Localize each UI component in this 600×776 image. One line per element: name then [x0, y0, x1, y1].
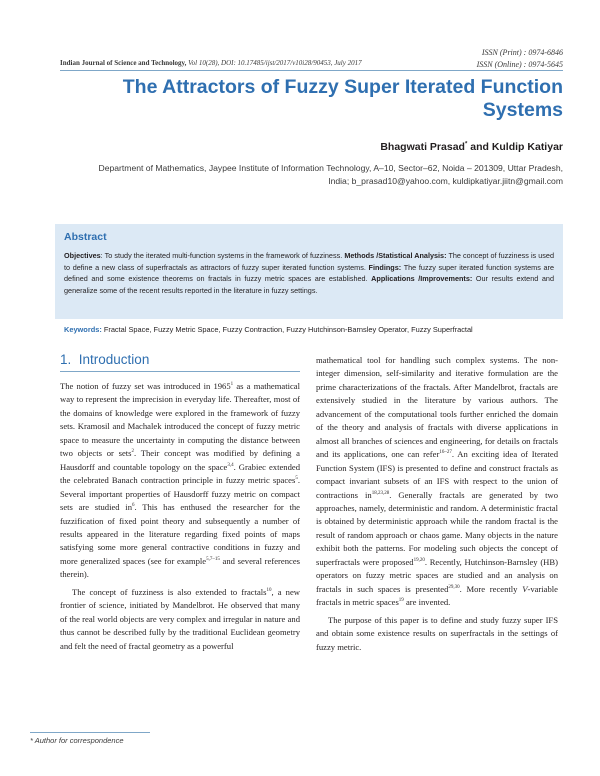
citation: 16–27 — [439, 450, 452, 456]
text-run: as a mathematical way to represent the imprecision in everyday life. Thereafter, most of the domains of knowledge were explored in the framework of fuzzy sets. Kramosil and Machalek introduced the concept of fuzzy metric space to measure the uncertainty in computing the distance between two objects or sets — [60, 381, 300, 459]
findings-label: Findings: — [368, 262, 402, 272]
paragraph-2-cont — [316, 354, 558, 610]
applications-label: Applications /Improvements: — [371, 274, 473, 284]
keywords — [64, 324, 524, 336]
journal-citation — [60, 58, 362, 68]
text-run: . Recently, Hutchinson-Barnsley (HB) operators on fuzzy metric spaces are studied and an analysis on fractals in such spaces is presented — [316, 556, 558, 594]
journal-details: Vol 10(28), DOI: 10.17485/ijst/2017/v10i28/90453, July 2017 — [186, 59, 362, 67]
issn-online: ISSN (Online) : 0974-5645 — [476, 60, 563, 69]
text-run: , a new frontier of science, initiated by Mandelbrot. He observed that many of the real world objects are very complex and irregular in nature and thus cannot be described fully by the traditional Euclidean geometry and felt the need of fractal geometry as a powerful — [60, 586, 300, 651]
methods-text: The concept of fuzziness is used to define a new class of superfractals as attractors of fuzzy super iterated function systems. — [64, 251, 554, 272]
paragraph-1 — [60, 380, 300, 582]
paragraph-2-start — [60, 586, 300, 653]
citation: 5,7–15 — [206, 557, 220, 563]
text-run: mathematical tool for handling such complex systems. The non-integer dimension, self-similarity and iterative formulation are the prime characterizations of the fractals. After Mandelbrot, fractals are extensively studied in the literature by various authors. The advancement of the computational tools further enriched the domain of the theory and analysis of fractals with diverse applications in almost all branches of sciences and engineering, for details on fractals and its applications, one can refer — [316, 355, 558, 460]
citation: 3,4 — [227, 462, 234, 468]
methods-label: Methods /Statistical Analysis: — [344, 251, 447, 260]
author-line — [380, 141, 563, 153]
text-run: The notion of fuzzy set was introduced in 1965 — [60, 381, 231, 391]
keywords-text: Fractal Space, Fuzzy Metric Space, Fuzzy Contraction, Fuzzy Hutchinson-Barnsley Operator, Fuzzy Superfractal — [101, 325, 473, 334]
text-run: and several references therein). — [60, 555, 300, 580]
text-run: -variable fractals in metric spaces — [316, 583, 558, 608]
text-run: V — [522, 583, 528, 594]
text-run: . Generally fractals are generated by two approaches, namely, deterministic and random. A deterministic fractal is obtained by deterministic approach while the random fractal is the result of random approach or chaos game. Many objects in the nature exhibit both the patterns. For modeling such objects the concept of superfractals were proposed — [316, 489, 558, 567]
issn-print: ISSN (Print) : 0974-6846 — [481, 48, 563, 57]
text-run: . Several important properties of Hausdorff fuzzy metric on compact sets are studied in — [60, 475, 300, 513]
text-run: . An exciting idea of Iterated Function System (IFS) is presented to define and construct fractals as compact invariant subsets of an IFS with respect to the union of contractions in — [316, 449, 558, 500]
author-1: Bhagwati Prasad — [380, 141, 465, 153]
objectives-text: : To study the iterated multi-function systems in the framework of fuzziness. — [100, 251, 345, 260]
paper-title: The Attractors of Fuzzy Super Iterated Function Systems — [122, 76, 563, 121]
paragraph-3: The purpose of this paper is to define and study fuzzy super IFS and obtain some existence results on superfractals in the settings of fuzzy metric. — [316, 614, 558, 652]
abstract-heading: Abstract — [64, 231, 107, 243]
citation: 10 — [266, 587, 272, 593]
section-divider — [60, 371, 300, 372]
citation: 18,23,28 — [371, 490, 390, 496]
section-title: Introduction — [78, 352, 150, 367]
text-run: . This has enthused the researcher for the fuzzification of fixed point theory and subsequently a number of results appeared in the literature regarding fixed points of maps satisfying some more general contractive conditions in fuzzy and more generalized spaces (see for example — [60, 502, 300, 566]
text-run: . Grabiec extended the celebrated Banach contraction principle in fuzzy metric spaces — [60, 461, 300, 486]
applications-text: Our results extend and generalize some of the recent results reported in the literature in fuzzy settings. — [64, 274, 554, 295]
text-run: . Their concept was modified by defining a Hausdorff and countable topology on the space — [60, 448, 300, 472]
text-run: are invented. — [403, 597, 451, 608]
body-column-right — [316, 354, 558, 654]
issn-block — [477, 47, 563, 71]
citation: 6 — [132, 503, 135, 509]
journal-name: Indian Journal of Science and Technology, — [60, 59, 187, 67]
header-divider — [60, 70, 563, 71]
body-column-left — [60, 380, 300, 653]
citation: 19 — [398, 598, 404, 604]
author-2: and Kuldip Katiyar — [467, 141, 563, 153]
citation: 29,30 — [448, 584, 460, 590]
text-run: . More recently — [459, 583, 523, 594]
footnote: * Author for correspondence — [30, 736, 124, 745]
citation: 5 — [295, 476, 298, 482]
citation: 19,20 — [413, 557, 425, 563]
affiliation: Department of Mathematics, Jaypee Institute of Information Technology, A–10, Sector–62, Noida – 201309, Uttar Pradesh, India; b_prasad10@yahoo.com, kuldipkatiyar.jiitn@gmail.com — [98, 163, 563, 186]
citation: 1 — [230, 382, 234, 388]
citation: 2 — [131, 449, 135, 455]
correspondence-star: * — [464, 141, 468, 148]
section-heading — [60, 352, 149, 367]
abstract-text — [64, 250, 554, 296]
findings-text: The fuzzy super iterated function systems are defined and some existence theorems on fractals in fuzzy metric spaces are established. — [64, 262, 554, 284]
footnote-divider — [30, 732, 150, 733]
section-number: 1. — [60, 352, 72, 367]
objectives-label: Objectives — [64, 251, 101, 260]
keywords-label: Keywords: — [64, 325, 102, 334]
text-run: The concept of fuzziness is also extended to fractals — [72, 586, 267, 597]
